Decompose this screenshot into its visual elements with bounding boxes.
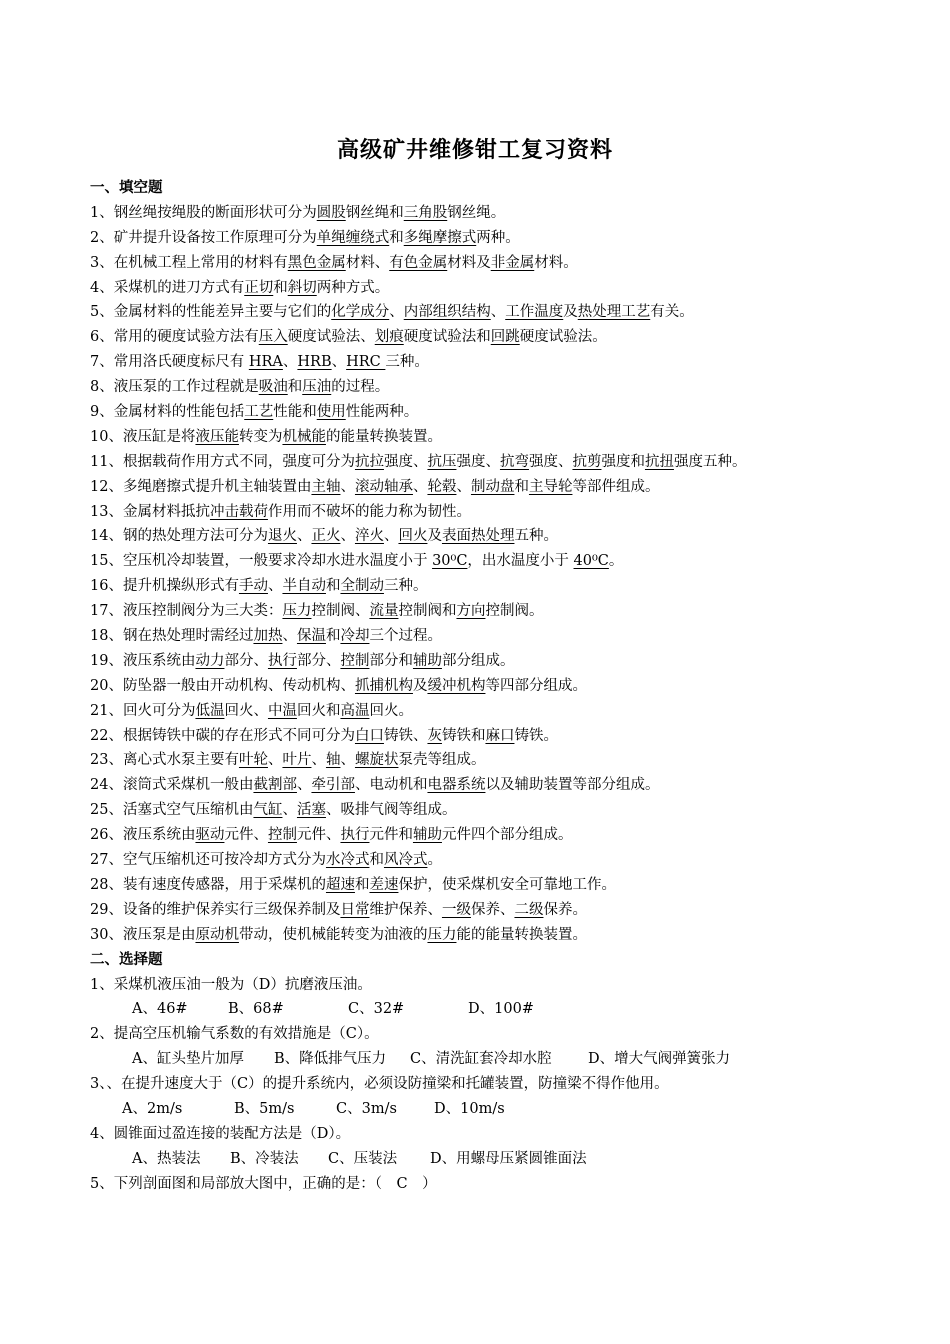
question-text: 、 — [296, 777, 312, 794]
question-text: 、 — [311, 752, 326, 769]
choice-options-4 — [90, 1147, 920, 1172]
question-text: 的能量转换装置。 — [325, 428, 442, 445]
question-text: 强度、 — [528, 453, 573, 470]
answer-blank: 机械能 — [282, 428, 326, 445]
question-text: 和 — [325, 578, 341, 595]
answer-blank: 差速 — [369, 876, 399, 893]
question-text: 铸铁、 — [383, 727, 428, 744]
choice-options-2 — [90, 1047, 920, 1072]
option-b: B、降低排气压力 — [274, 1051, 387, 1068]
fill-question-9 — [90, 400, 920, 425]
answer-blank: 压力 — [427, 926, 457, 943]
question-text: 28、装有速度传感器，用于采煤机的 — [90, 876, 326, 893]
question-text: 性能两种。 — [345, 404, 419, 421]
question-text: 和 — [389, 229, 404, 246]
question-text: 元件、 — [224, 827, 268, 844]
choice-question-3: 3、、在提升速度大于（C）的提升系统内，必须设防撞梁和托罐装置，防撞梁不得作他用。 — [90, 1076, 669, 1093]
choice-question-1: 1、采煤机液压油一般为（D）抗磨液压油。 — [90, 976, 372, 993]
answer-blank: 抗压 — [427, 453, 457, 470]
fill-question-19 — [90, 649, 920, 674]
question-text: 10、液压缸是将 — [90, 428, 196, 445]
question-text: 。 — [608, 553, 624, 570]
question-text: 等四部分组成。 — [485, 677, 587, 694]
question-text: 和 — [354, 876, 370, 893]
answer-blank: 麻口 — [485, 727, 515, 744]
question-text: 性能和 — [273, 404, 317, 421]
answer-blank: 轴 — [325, 752, 341, 769]
question-text: 强度五种。 — [673, 453, 747, 470]
answer-blank: 内部组织结构 — [403, 304, 491, 321]
answer-blank: 化学成分 — [331, 304, 390, 321]
answer-blank: 抗拉 — [354, 453, 384, 470]
answer-blank: 轮毂 — [427, 478, 457, 495]
fill-question-26 — [90, 823, 920, 848]
fill-question-27 — [90, 848, 920, 873]
fill-question-24 — [90, 773, 920, 798]
question-text: 铸铁。 — [514, 727, 558, 744]
fill-question-2 — [90, 226, 920, 251]
fill-question-29 — [90, 898, 920, 923]
answer-blank: 叶轮 — [238, 752, 268, 769]
answer-blank: 气缸 — [253, 802, 283, 819]
question-text: 作用而不破坏的能力称为韧性。 — [267, 503, 471, 520]
fill-question-3 — [90, 251, 920, 276]
fill-question-6 — [90, 325, 920, 350]
question-text: 等部件组成。 — [572, 478, 660, 495]
question-text: 材料。 — [534, 254, 578, 271]
option-c: C、32# — [348, 1001, 405, 1018]
document-title: 高级矿井维修钳工复习资料 — [336, 137, 613, 163]
answer-blank: 保温 — [296, 628, 326, 645]
answer-blank: 灰 — [427, 727, 442, 744]
question-text: 4、采煤机的进刀方式有 — [90, 279, 245, 296]
question-text: 强度和 — [601, 453, 645, 470]
question-text: 硬度试验法。 — [519, 329, 607, 346]
answer-blank: 日常 — [340, 901, 370, 918]
answer-blank: 工艺 — [244, 404, 274, 421]
question-text: 部分和 — [369, 652, 413, 669]
answer-blank: 冲击载荷 — [209, 503, 268, 520]
fill-question-10 — [90, 425, 920, 450]
question-text: 部分组成。 — [441, 652, 515, 669]
answer-blank: 活塞 — [296, 802, 326, 819]
question-text: 材料、 — [345, 254, 390, 271]
answer-blank: 中温 — [267, 702, 297, 719]
question-text: 控制阀。 — [485, 603, 544, 620]
question-text: 部分、 — [224, 652, 268, 669]
question-text: 泵壳等组成。 — [398, 752, 486, 769]
question-text: 、 — [490, 304, 506, 321]
answer-blank: 辅助 — [412, 652, 442, 669]
question-text: 、 — [340, 752, 355, 769]
question-text: 钢丝绳。 — [447, 204, 506, 221]
answer-blank: 原动机 — [195, 926, 239, 943]
fill-question-30 — [90, 923, 920, 948]
answer-blank: 半自动 — [282, 578, 326, 595]
answer-blank: 40⁰C — [573, 553, 609, 570]
question-text: 8、液压泵的工作过程就是 — [90, 379, 259, 396]
answer-blank: 加热 — [253, 628, 283, 645]
question-text: 、 — [383, 528, 399, 545]
question-text: 26、液压系统由 — [90, 827, 196, 844]
question-text: 、 — [456, 478, 471, 495]
fill-question-22 — [90, 724, 920, 749]
question-text: 7、常用洛氏硬度标尺有 — [90, 354, 249, 371]
question-text: 元件四个部分组成。 — [441, 827, 573, 844]
question-text: 以及辅助装置等部分组成。 — [485, 777, 660, 794]
question-text: 维护保养、 — [369, 901, 442, 918]
question-text: 、 — [267, 752, 283, 769]
question-text: 能的能量转换装置。 — [456, 926, 587, 943]
fill-question-28 — [90, 873, 920, 898]
answer-blank: 螺旋状 — [354, 752, 399, 769]
question-text: 、 — [340, 528, 355, 545]
answer-blank: 主导轮 — [528, 478, 573, 495]
question-text: 钢丝绳和 — [345, 204, 404, 221]
option-c: C、压装法 — [328, 1150, 398, 1167]
question-text: 30、液压泵是由 — [90, 926, 196, 943]
question-text: 元件和 — [369, 827, 413, 844]
question-text: 23、离心式水泵主要有 — [90, 752, 239, 769]
question-text: 控制阀和 — [398, 603, 457, 620]
question-text: 、 — [331, 354, 347, 371]
fill-question-16 — [90, 574, 920, 599]
fill-question-15 — [90, 549, 920, 574]
answer-blank: 一级 — [441, 901, 471, 918]
question-text: 及 — [412, 677, 428, 694]
question-text: 回火和 — [296, 702, 341, 719]
option-a: A、46# — [132, 1001, 188, 1018]
option-a: A、2m/s — [122, 1100, 183, 1117]
answer-blank: 抗扭 — [644, 453, 674, 470]
question-text: 硬度试验法和 — [403, 329, 491, 346]
question-text: ，出水温度小于 — [467, 553, 574, 570]
fill-question-7 — [90, 350, 920, 375]
question-text: 11、根据载荷作用方式不同，强度可分为 — [90, 453, 355, 470]
answer-blank: 超速 — [325, 876, 355, 893]
fill-question-23 — [90, 748, 920, 773]
question-text: 6、常用的硬度试验方法有 — [90, 329, 259, 346]
option-c: C、3m/s — [336, 1100, 397, 1117]
option-a: A、热装法 — [132, 1150, 201, 1167]
question-text: 16、提升机操纵形式有 — [90, 578, 239, 595]
fill-question-8 — [90, 375, 920, 400]
answer-blank: 单绳缠绕式 — [316, 229, 390, 246]
answer-blank: 主轴 — [311, 478, 341, 495]
question-text: 材料及 — [447, 254, 491, 271]
question-text: 有关。 — [650, 304, 694, 321]
answer-blank: 斜切 — [287, 279, 317, 296]
question-text: 回火、 — [224, 702, 268, 719]
question-text: 2、矿井提升设备按工作原理可分为 — [90, 229, 317, 246]
answer-blank: 液压能 — [195, 428, 239, 445]
question-text: 25、活塞式空气压缩机由 — [90, 802, 254, 819]
question-text: 27、空气压缩机还可按冷却方式分为 — [90, 852, 326, 869]
option-d: D、用螺母压紧圆锥面法 — [430, 1150, 587, 1167]
answer-blank: 全制动 — [340, 578, 384, 595]
question-text: 。 — [427, 852, 442, 869]
question-text: 19、液压系统由 — [90, 652, 196, 669]
question-text: 22、根据铸铁中碳的存在形式不同可分为 — [90, 727, 355, 744]
answer-blank: HRC — [346, 354, 386, 371]
question-text: 五种。 — [514, 528, 558, 545]
fill-question-21 — [90, 699, 920, 724]
question-text: 5、金属材料的性能差异主要与它们的 — [90, 304, 332, 321]
answer-blank: 冷却 — [340, 628, 370, 645]
question-text: 14、钢的热处理方法可分为 — [90, 528, 268, 545]
answer-blank: 回火 — [398, 528, 428, 545]
answer-blank: 执行 — [267, 652, 297, 669]
fill-question-4 — [90, 276, 920, 301]
answer-blank: 抗剪 — [572, 453, 602, 470]
question-text: 1、钢丝绳按绳股的断面形状可分为 — [90, 204, 317, 221]
answer-blank: 控制 — [267, 827, 297, 844]
question-text: 回火。 — [369, 702, 413, 719]
question-text: 24、滚筒式采煤机一般由 — [90, 777, 254, 794]
section-heading-choice: 二、选择题 — [90, 950, 163, 968]
answer-blank: 抗弯 — [499, 453, 529, 470]
fill-question-18 — [90, 624, 920, 649]
answer-blank: 白口 — [354, 727, 384, 744]
fill-question-14 — [90, 524, 920, 549]
answer-blank: 非金属 — [490, 254, 535, 271]
choice-options-1 — [90, 997, 920, 1022]
question-text: 15、空压机冷却装置，一般要求冷却水进水温度小于 — [90, 553, 433, 570]
question-text: 及 — [427, 528, 442, 545]
answer-blank: HRA — [248, 354, 283, 371]
answer-blank: 工作温度 — [505, 304, 564, 321]
answer-blank: 30⁰C — [432, 553, 468, 570]
answer-blank: 水冷式 — [325, 852, 370, 869]
question-text: 和 — [287, 379, 303, 396]
answer-blank: 动力 — [195, 652, 225, 669]
answer-blank: 辅助 — [412, 827, 442, 844]
answer-blank: 多绳摩擦式 — [403, 229, 477, 246]
answer-blank: 圆股 — [316, 204, 346, 221]
fill-question-13 — [90, 500, 920, 525]
answer-blank: 使用 — [316, 404, 346, 421]
section-heading-fill-in: 一、填空题 — [90, 179, 163, 196]
answer-blank: 缓冲机构 — [427, 677, 486, 694]
answer-blank: 压力 — [282, 603, 312, 620]
answer-blank: 淬火 — [354, 528, 384, 545]
answer-blank: 正火 — [311, 528, 341, 545]
question-text: 及 — [563, 304, 578, 321]
question-text: 17、液压控制阀分为三大类： — [90, 603, 283, 620]
question-text: 三种。 — [383, 578, 428, 595]
answer-blank: 三角股 — [403, 204, 448, 221]
answer-blank: 回跳 — [490, 329, 520, 346]
answer-blank: 有色金属 — [389, 254, 448, 271]
answer-blank: HRB — [297, 354, 332, 371]
question-text: 铸铁和 — [441, 727, 486, 744]
fill-question-12 — [90, 475, 920, 500]
fill-question-11 — [90, 450, 920, 475]
question-text: 强度、 — [456, 453, 500, 470]
answer-blank: 制动盘 — [470, 478, 515, 495]
choice-question-2: 2、提高空压机输气系数的有效措施是（C）。 — [90, 1026, 379, 1043]
answer-blank: 划痕 — [374, 329, 404, 346]
question-text: 控制阀、 — [311, 603, 370, 620]
question-text: 、 — [282, 628, 297, 645]
question-text: 三个过程。 — [369, 628, 442, 645]
answer-blank: 控制 — [340, 652, 370, 669]
question-text: 保护，使采煤机安全可靠地工作。 — [398, 876, 616, 893]
fill-question-20 — [90, 674, 920, 699]
answer-blank: 抓捕机构 — [354, 677, 413, 694]
question-text: 强度、 — [383, 453, 428, 470]
question-text: 、电动机和 — [354, 777, 428, 794]
question-text: 两种方式。 — [316, 279, 390, 296]
choice-question-4: 4、圆锥面过盈连接的装配方法是（D）。 — [90, 1125, 351, 1142]
question-text: 、 — [282, 354, 298, 371]
answer-blank: 退火 — [267, 528, 297, 545]
question-text: 、 — [340, 478, 355, 495]
question-text: 12、多绳磨擦式提升机主轴装置由 — [90, 478, 312, 495]
question-text: 和 — [325, 628, 341, 645]
answer-blank: 驱动 — [195, 827, 225, 844]
question-text: 转变为 — [238, 428, 283, 445]
question-text: 三种。 — [385, 354, 429, 371]
choice-options-3 — [90, 1097, 920, 1122]
question-text: 18、钢在热处理时需经过 — [90, 628, 254, 645]
fill-question-17 — [90, 599, 920, 624]
fill-question-25 — [90, 798, 920, 823]
question-text: 保养。 — [543, 901, 587, 918]
answer-blank: 黑色金属 — [287, 254, 346, 271]
question-text: 保养、 — [470, 901, 515, 918]
question-text: 两种。 — [476, 229, 520, 246]
answer-blank: 叶片 — [282, 752, 312, 769]
option-d: D、10m/s — [434, 1100, 505, 1117]
answer-blank: 热处理工艺 — [577, 304, 651, 321]
question-text: 的过程。 — [331, 379, 390, 396]
question-text: 、 — [296, 528, 312, 545]
answer-blank: 压油 — [302, 379, 332, 396]
answer-blank: 手动 — [238, 578, 268, 595]
document-body — [90, 176, 920, 1197]
option-b: B、68# — [228, 1001, 284, 1018]
option-a: A、缸头垫片加厚 — [132, 1051, 244, 1068]
option-d: D、增大气阀弹簧张力 — [588, 1051, 731, 1068]
answer-blank: 方向 — [456, 603, 486, 620]
question-text: 和 — [369, 852, 384, 869]
answer-blank: 流量 — [369, 603, 399, 620]
fill-in-question-list — [90, 201, 920, 948]
option-b: B、5m/s — [234, 1100, 295, 1117]
fill-question-5 — [90, 300, 920, 325]
option-d: D、100# — [468, 1001, 534, 1018]
answer-blank: 牵引部 — [311, 777, 355, 794]
question-text: 9、金属材料的性能包括 — [90, 404, 245, 421]
answer-blank: 风冷式 — [383, 852, 428, 869]
question-text: 、 — [267, 578, 283, 595]
question-text: 元件、 — [296, 827, 341, 844]
question-text: 、 — [412, 478, 428, 495]
answer-blank: 执行 — [340, 827, 370, 844]
question-text: 3、在机械工程上常用的材料有 — [90, 254, 288, 271]
choice-question-5: 5、下列剖面图和局部放大图中，正确的是：（ C ） — [90, 1175, 437, 1192]
question-text: 13、金属材料抵抗 — [90, 503, 210, 520]
answer-blank: 压入 — [258, 329, 288, 346]
answer-blank: 高温 — [340, 702, 370, 719]
answer-blank: 表面热处理 — [441, 528, 515, 545]
question-text: 、 — [389, 304, 404, 321]
answer-blank: 电器系统 — [427, 777, 486, 794]
answer-blank: 正切 — [244, 279, 274, 296]
question-text: 、 — [282, 802, 297, 819]
question-text: 和 — [514, 478, 529, 495]
question-text: 部分、 — [296, 652, 341, 669]
question-text: 、吸排气阀等组成。 — [325, 802, 457, 819]
option-b: B、冷装法 — [230, 1150, 299, 1167]
question-text: 29、设备的维护保养实行三级保养制及 — [90, 901, 341, 918]
answer-blank: 二级 — [514, 901, 544, 918]
question-text: 21、回火可分为 — [90, 702, 196, 719]
question-text: 和 — [273, 279, 288, 296]
option-c: C、清洗缸套冷却水腔 — [410, 1051, 552, 1068]
answer-blank: 滚动轴承 — [354, 478, 413, 495]
answer-blank: 低温 — [195, 702, 225, 719]
answer-blank: 截割部 — [253, 777, 297, 794]
question-text: 20、防坠器一般由开动机构、传动机构、 — [90, 677, 355, 694]
question-text: 硬度试验法、 — [287, 329, 375, 346]
question-text: 带动，使机械能转变为油液的 — [238, 926, 428, 943]
answer-blank: 吸油 — [258, 379, 288, 396]
fill-question-1 — [90, 201, 920, 226]
